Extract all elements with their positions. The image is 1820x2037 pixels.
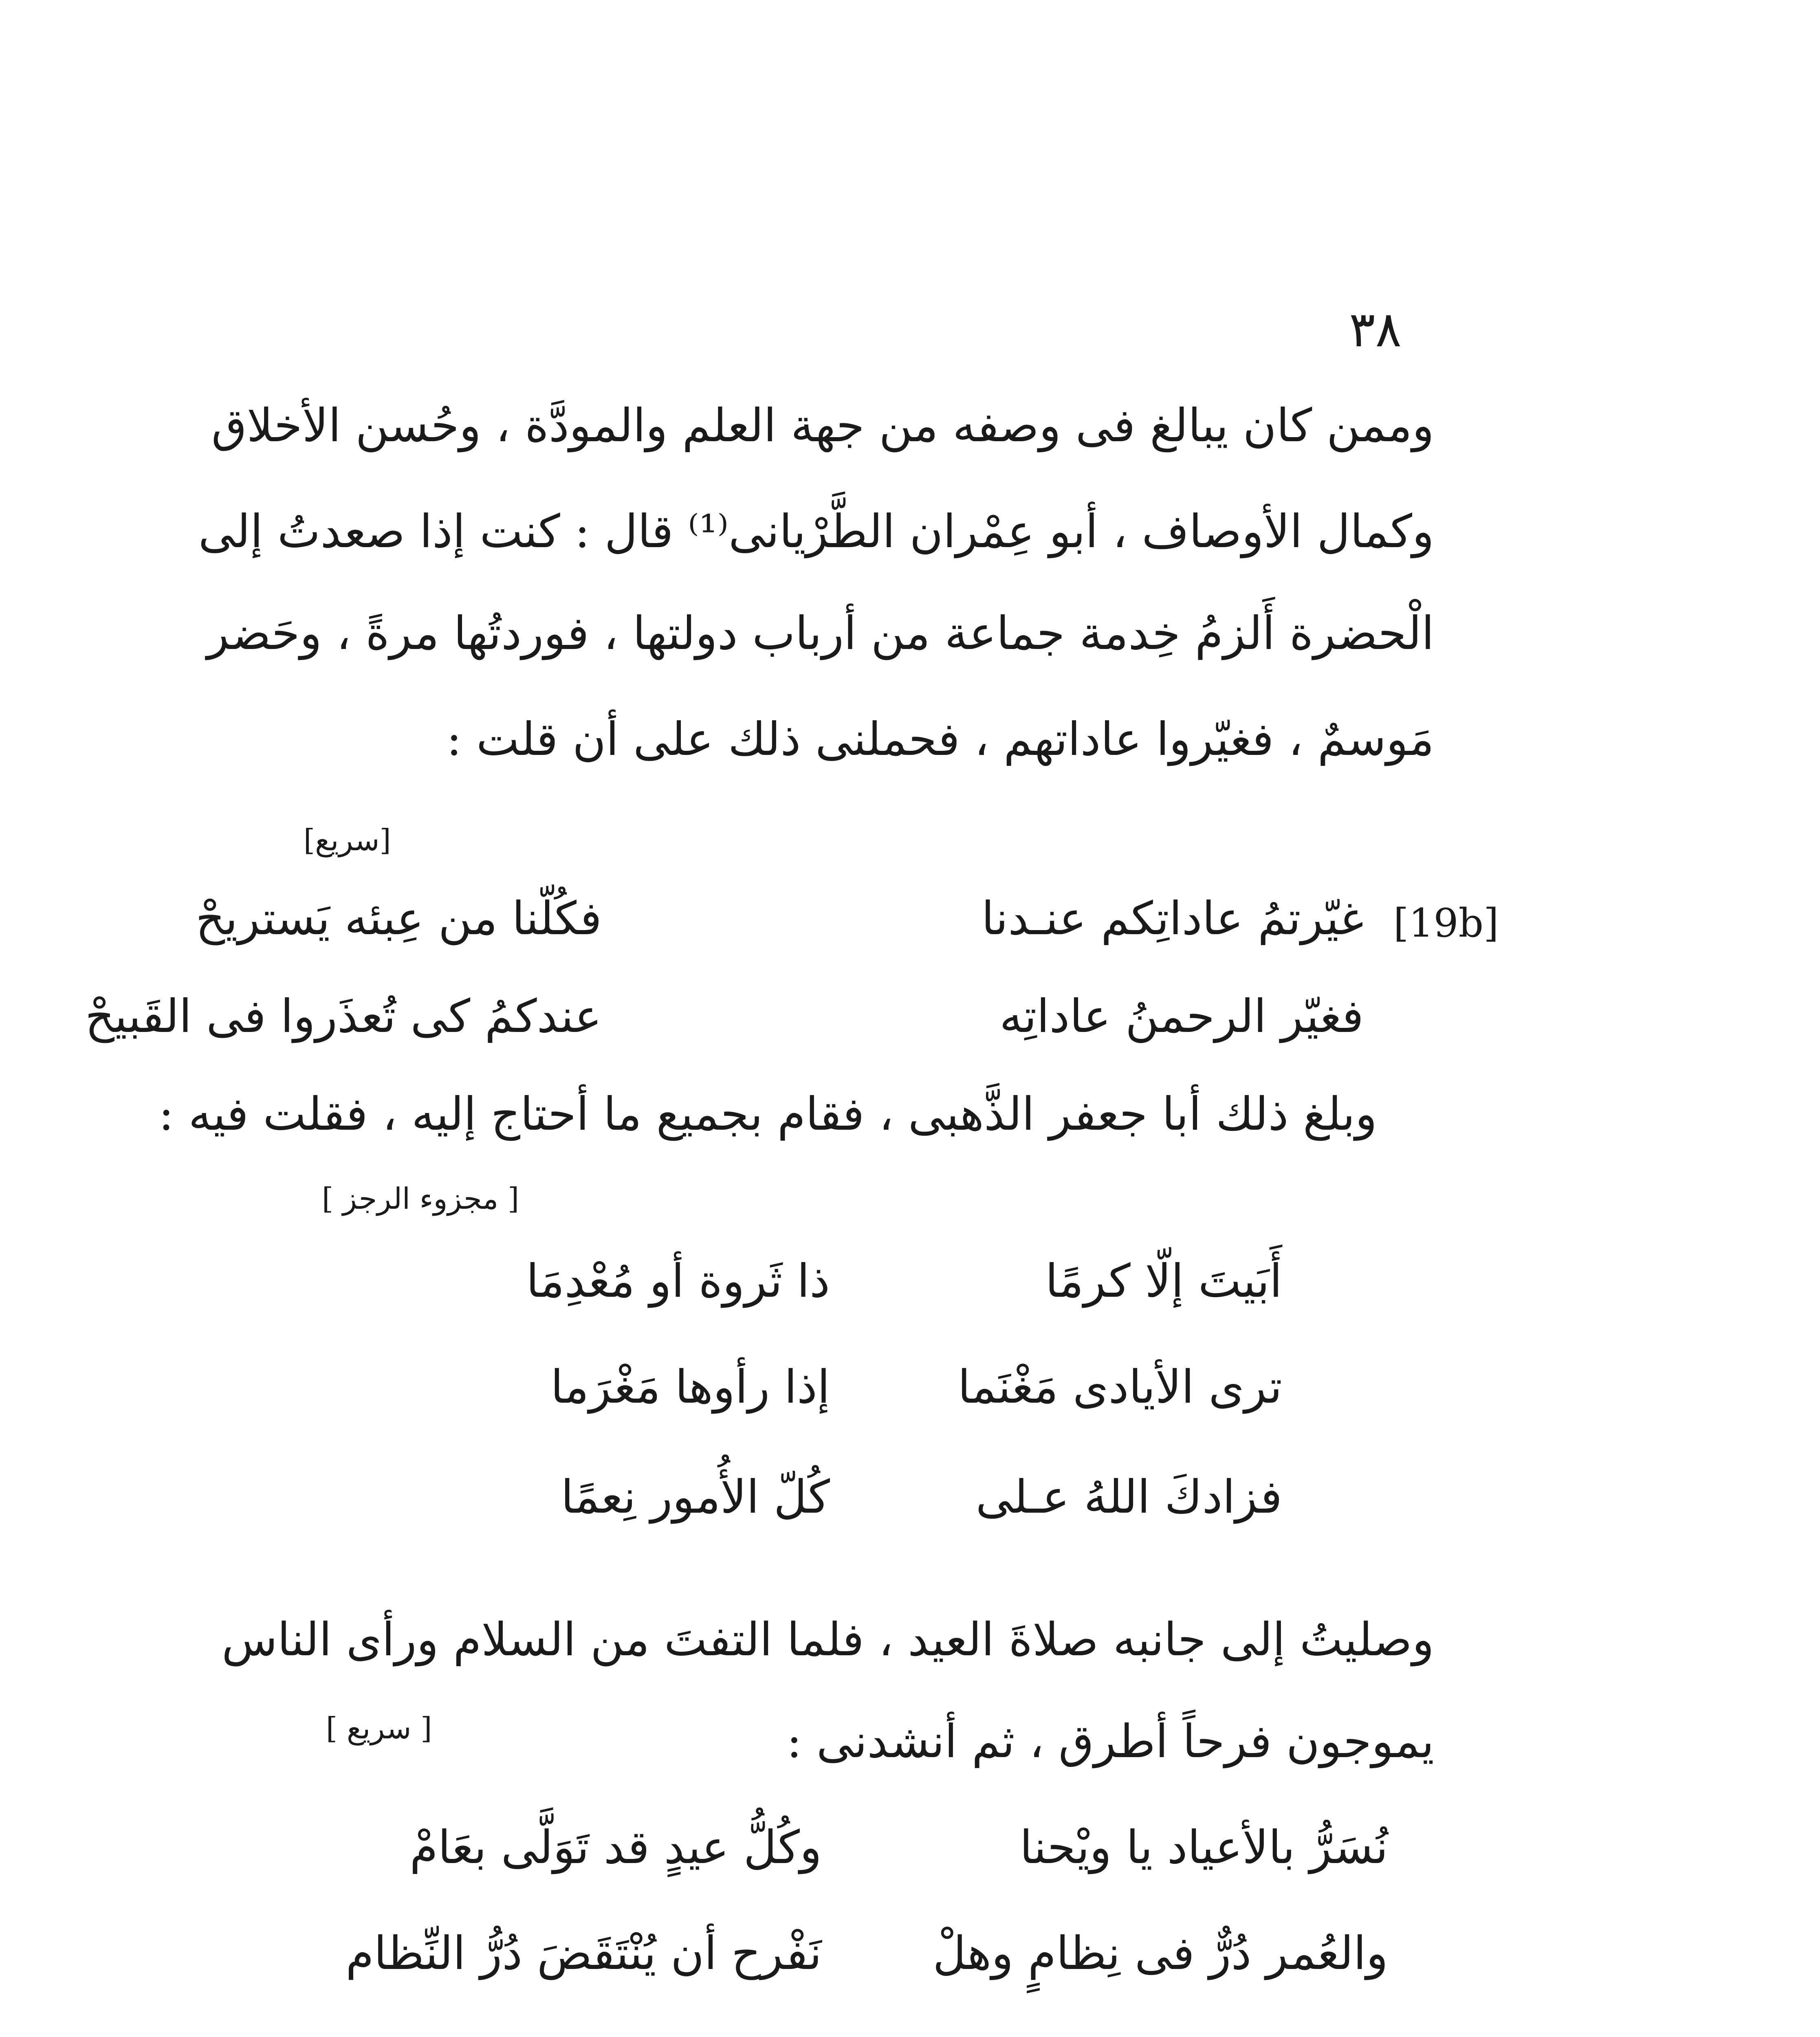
- poem-2-verse-3-right: فزادكَ اللهُ عـلى: [975, 1471, 1282, 1524]
- intro-line-3: الْحضرة أَلزمُ خِدمة جماعة من أرباب دولتها ، فوردتُها مرةً ، وحَضر: [207, 607, 1434, 660]
- poem-3-verse-1-right: نُسَرُّ بالأعياد يا ويْحنا: [1019, 1821, 1388, 1874]
- poem-2-verse-2-left: إذا رأوها مَغْرَما: [550, 1361, 830, 1414]
- meter-label-3: [ سريع ]: [326, 1711, 432, 1745]
- poem-3-verse-2-left: نَفْرح أن يُنْتَقَضَ دُرُّ النِّظام: [346, 1927, 822, 1980]
- intro-line-4: مَوسمٌ ، فغيّروا عاداتهم ، فحملنى ذلك على أن قلت :: [446, 713, 1434, 766]
- eid-line-1: وصليتُ إلى جانبه صلاةَ العيد ، فلما التفتَ من السلام ورأى الناس: [222, 1613, 1434, 1666]
- page-number: ٣٨: [1349, 301, 1402, 358]
- poem-2-verse-1-left: ذا ثَروة أو مُعْدِمَا: [526, 1255, 830, 1308]
- eid-line-2: يموجون فرحاً أطرق ، ثم أنشدنى :: [786, 1715, 1434, 1768]
- poem-2-verse-1-right: أَبَيتَ إلّا كرمًا: [1045, 1255, 1282, 1308]
- folio-marker: [19b]: [1393, 900, 1499, 946]
- poem-1-verse-2-left: عندكمُ كى تُعذَروا فى القَبيحْ: [85, 990, 602, 1043]
- poem-2-verse-3-left: كُلّ الأُمور نِعمًا: [561, 1471, 830, 1524]
- poem-1-verse-1-right: غيّرتمُ عاداتِكم عنـدنا: [981, 892, 1364, 945]
- poem-1-verse-2-right: فغيّر الرحمنُ عاداتِه: [999, 990, 1364, 1043]
- poem-3-verse-2-right: والعُمر دُرٌّ فى نِظامٍ وهلْ: [933, 1927, 1388, 1980]
- meter-label-1: [سريع]: [304, 823, 391, 857]
- poem-1-verse-1-left: فكُلّنا من عِبئه يَستريحْ: [195, 892, 602, 945]
- poem-2-verse-2-right: ترى الأيادى مَغْنَما: [957, 1361, 1282, 1414]
- poem-3-verse-1-left: وكُلُّ عيدٍ قد تَوَلَّى بعَامْ: [409, 1821, 822, 1874]
- middle-prose-line: وبلغ ذلك أبا جعفر الذَّهبى ، فقام بجميع ما أحتاج إليه ، فقلت فيه :: [158, 1088, 1377, 1141]
- meter-label-2: [ مجزوء الرجز ]: [322, 1181, 519, 1216]
- intro-line-2: وكمال الأوصاف ، أبو عِمْران الطَّرْيانى⁽¹⁾ قال : كنت إذا صعدتُ إلى: [198, 505, 1434, 558]
- intro-line-1: وممن كان يبالغ فى وصفه من جهة العلم والمودَّة ، وحُسن الأخلاق: [211, 399, 1434, 452]
